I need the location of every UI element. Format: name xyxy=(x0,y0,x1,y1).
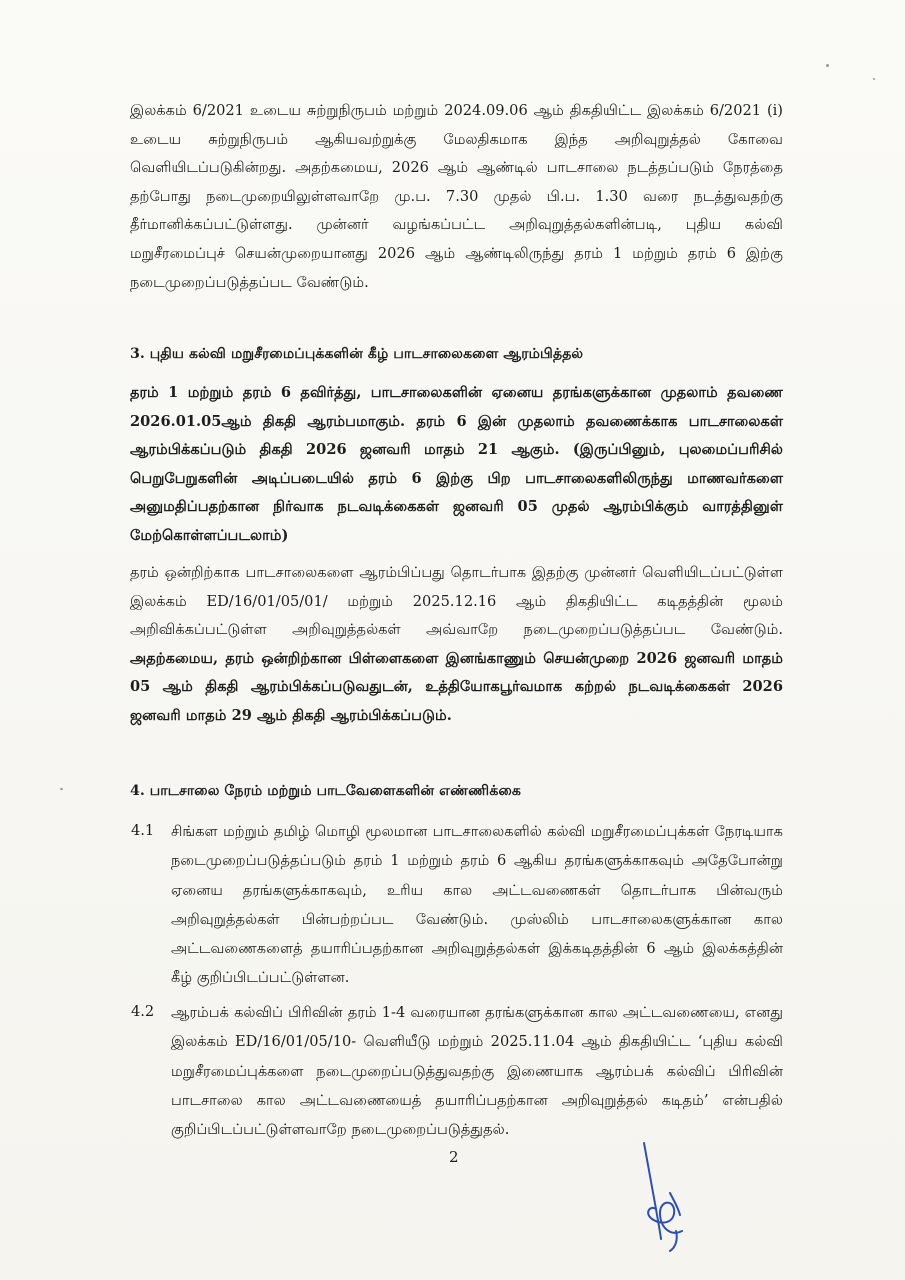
item-4-1-text: சிங்கள மற்றும் தமிழ் மொழி மூலமான பாடசாலைகளில் கல்வி மறுசீரமைப்புக்கள் நேரடியாக நடைமுறைப்படுத்தப்படும் தரம் 1 மற்றும் தரம் 6 ஆகிய தரங்களுக்காகவும் அதேபோன்று ஏனைய தரங்களுக்காகவும், உரிய கால அட்டவணைகள் தொடர்பாக பின்வரும் அறிவுறுத்தல்கள் பின்பற்றப்பட வேண்டும். முஸ்லிம் பாடசாலைகளுக்கான கால அட்டவணைகளைத் தயாரிப்பதற்கான அறிவுறுத்தல்கள் இக்கடிதத்தின் 6 ஆம் இலக்கத்தின் கீழ் குறிப்பிடப்பட்டுள்ளன. xyxy=(171,823,783,987)
section-3-paragraph-2 xyxy=(130,559,783,731)
section-3-paragraph-2-bold: அதற்கமைய, தரம் ஒன்றிற்கான பிள்ளைகளை இனங்காணும் செயன்முறை 2026 ஜனவரி மாதம் 05 ஆம் திகதி ஆரம்பிக்கப்படுவதுடன், உத்தியோகபூர்வமாக கற்றல் நடவடிக்கைகள் 2026 ஜனவரி மாதம் 29 ஆம் திகதி ஆரம்பிக்கப்படும். xyxy=(130,649,783,724)
handwritten-signature xyxy=(630,1135,700,1255)
item-4-2-text: ஆரம்பக் கல்விப் பிரிவின் தரம் 1-4 வரையான தரங்களுக்கான கால அட்டவணையை, எனது இலக்கம் ED/16/01/05/10- வெளியீடு மற்றும் 2025.11.04 ஆம் திகதியிட்ட ‘புதிய கல்வி மறுசீரமைப்புக்களை நடைமுறைப்படுத்துவதற்கு இணையாக ஆரம்பக் கல்விப் பிரிவின் பாடசாலை கால அட்டவணையைத் தயாரிப்பதற்கான அறிவுறுத்தல் கடிதம்’ என்பதில் குறிப்பிடப்பட்டுள்ளவாறே நடைமுறைப்படுத்துதல். xyxy=(171,1004,783,1139)
scan-speck xyxy=(60,788,63,790)
page-number: 2 xyxy=(449,1148,459,1166)
scan-speck xyxy=(873,78,875,80)
section-4-heading: 4. பாடசாலை நேரம் மற்றும் பாடவேளைகளின் எண்ணிக்கை xyxy=(130,783,521,799)
section-3-paragraph-2-regular: தரம் ஒன்றிற்காக பாடசாலைகளை ஆரம்பிப்பது தொடர்பாக இதற்கு முன்னர் வெளியிடப்பட்டுள்ள இலக்கம் ED/16/01/05/01/ மற்றும் 2025.12.16 ஆம் திகதியிட்ட கடிதத்தின் மூலம் அறிவிக்கப்பட்டுள்ள அறிவுறுத்தல்கள் அவ்வாறே நடைமுறைப்படுத்தப்பட வேண்டும். xyxy=(130,564,783,639)
item-4-1-number: 4.1 xyxy=(131,822,155,839)
scan-speck xyxy=(826,64,829,67)
item-4-2-number: 4.2 xyxy=(131,1003,155,1020)
section-3-heading: 3. புதிய கல்வி மறுசீரமைப்புக்களின் கீழ் பாடசாலைகளை ஆரம்பித்தல் xyxy=(130,346,584,362)
section-3-paragraph-1: தரம் 1 மற்றும் தரம் 6 தவிர்த்து, பாடசாலைகளின் ஏனைய தரங்களுக்கான முதலாம் தவணை 2026.01.05ஆம் திகதி ஆரம்பமாகும். தரம் 6 இன் முதலாம் தவணைக்காக பாடசாலைகள் ஆரம்பிக்கப்படும் திகதி 2026 ஜனவரி மாதம் 21 ஆகும். (இருப்பினும், புலமைப்பரிசில் பெறுபேறுகளின் அடிப்படையில் தரம் 6 இற்கு பிற பாடசாலைகளிலிருந்து மாணவர்களை அனுமதிப்பதற்கான நிர்வாக நடவடிக்கைகள் ஜனவரி 05 முதல் ஆரம்பிக்கும் வாரத்தினுள் மேற்கொள்ளப்படலாம்) xyxy=(130,384,783,544)
intro-paragraph: இலக்கம் 6/2021 உடைய சுற்றுநிருபம் மற்றும் 2024.09.06 ஆம் திகதியிட்ட இலக்கம் 6/2021 (i) உடைய சுற்றுநிருபம் ஆகியவற்றுக்கு மேலதிகமாக இந்த அறிவுறுத்தல் கோவை வெளியிடப்படுகின்றது. அதற்கமைய, 2026 ஆம் ஆண்டில் பாடசாலை நடத்தப்படும் நேரத்தை தற்போது நடைமுறையிலுள்ளவாறே மு.ப. 7.30 முதல் பி.ப. 1.30 வரை நடத்துவதற்கு தீர்மானிக்கப்பட்டுள்ளது. முன்னர் வழங்கப்பட்ட அறிவுறுத்தல்களின்படி, புதிய கல்வி மறுசீரமைப்புச் செயன்முறையானது 2026 ஆம் ஆண்டிலிருந்து தரம் 1 மற்றும் தரம் 6 இற்கு நடைமுறைப்படுத்தப்பட வேண்டும். xyxy=(130,102,783,291)
